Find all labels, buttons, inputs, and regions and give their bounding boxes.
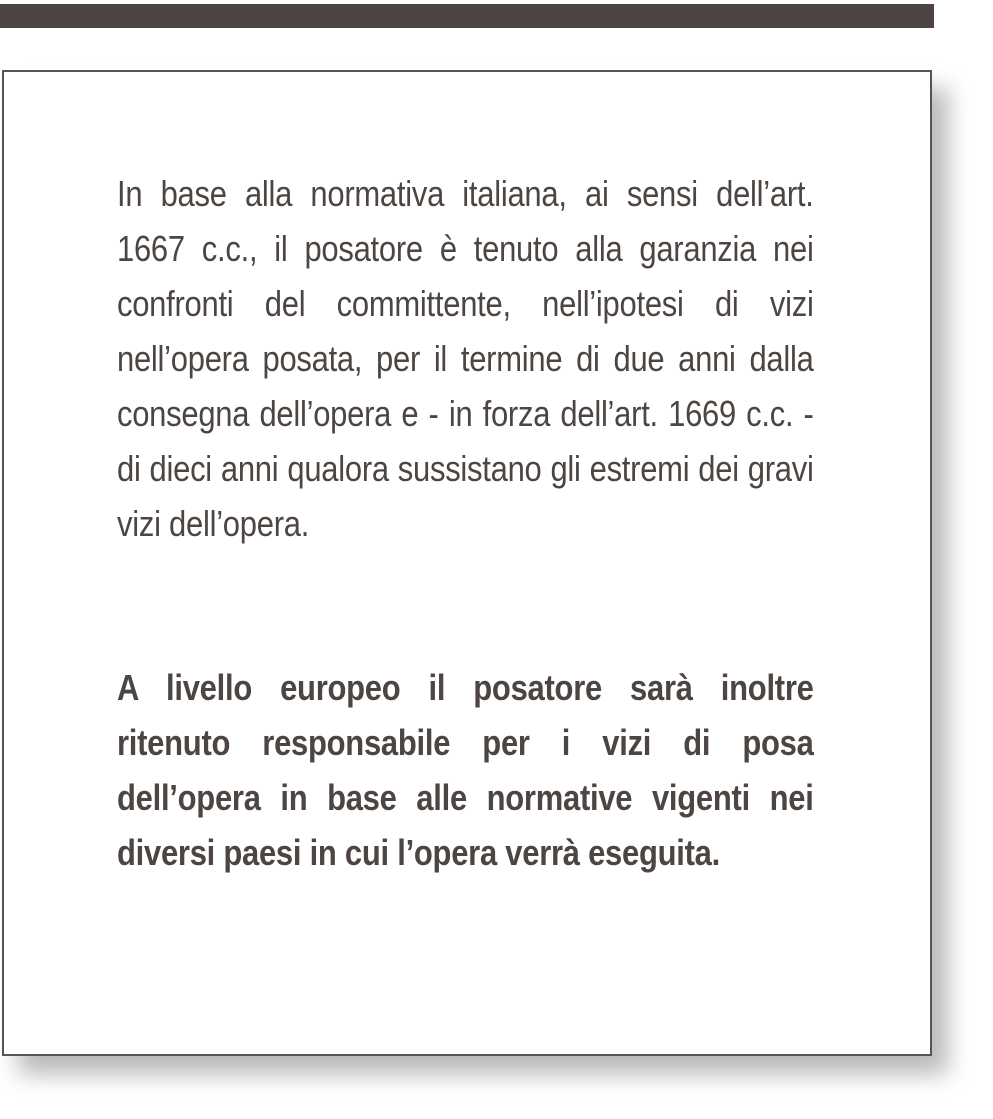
warranty-europe-paragraph: A livello europeo il posatore sarà inoltre ritenuto responsabile per i vizi di posa dell’opera in base alle normative vigenti nei diversi paesi in cui l’opera verrà eseguita.: [117, 667, 814, 873]
legal-note-box: [2, 70, 932, 1056]
warranty-italy-paragraph: In base alla normativa italiana, ai sensi dell’art. 1667 c.c., il posatore è tenuto alla garanzia nei confronti del committente, nell’ipotesi di vizi nell’opera posata, per il termine di due anni dalla consegna dell’opera e - in forza dell’art. 1669 c.c. - di dieci anni qualora sussistano gli estremi dei gravi vizi dell’opera.: [117, 173, 814, 544]
header-bar: [0, 4, 934, 28]
